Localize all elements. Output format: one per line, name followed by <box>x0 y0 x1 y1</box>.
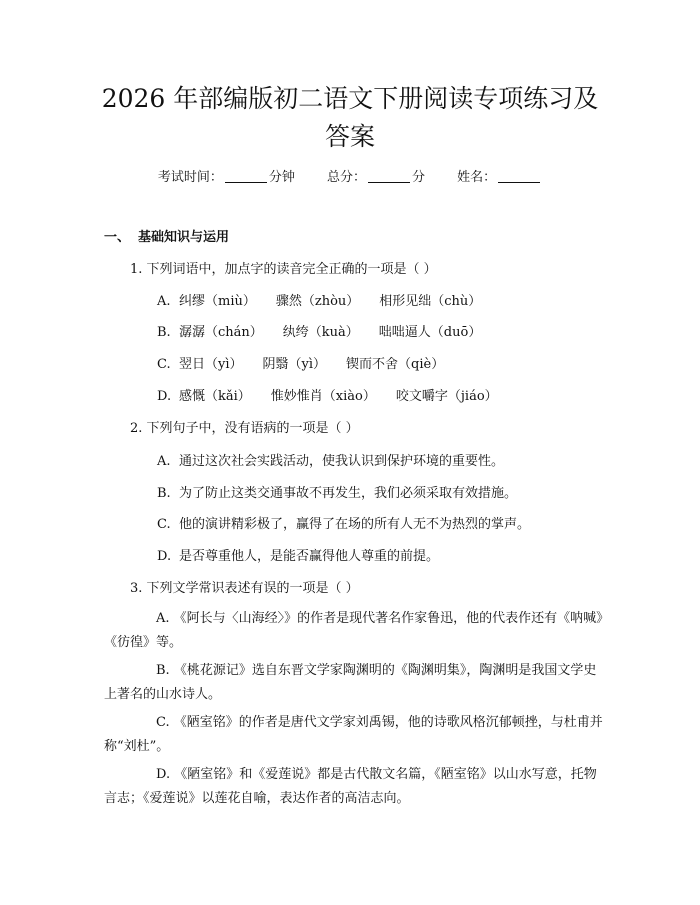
question-2-option-d <box>157 547 439 567</box>
question-3-option-b: B. 《桃花源记》选自东晋文学家陶渊明的《陶渊明集》，陶渊明是我国文学史上著名的山水诗人。 <box>104 663 597 702</box>
total-score-label: 总分： <box>326 170 366 185</box>
option-word: 阴翳（yì） <box>262 357 327 372</box>
question-2-option-b <box>157 484 517 504</box>
option-text: 为了防止这类交通事故不再发生，我们必须采取有效措施。 <box>179 486 518 501</box>
option-letter: C. <box>157 357 171 372</box>
option-letter: D. <box>157 389 172 404</box>
option-word: 惟妙惟肖（xiào） <box>270 389 376 404</box>
question-1-option-a <box>157 292 481 312</box>
question-1-option-b <box>157 323 481 343</box>
option-word: 骤然（zhòu） <box>275 294 360 309</box>
option-letter: A. <box>157 294 171 309</box>
option-text: 他的演讲精彩极了，赢得了在场的所有人无不为热烈的掌声。 <box>179 517 531 532</box>
option-letter: D. <box>157 549 172 564</box>
option-word: 纨绔（kuà） <box>282 325 359 340</box>
option-letter: B. <box>157 486 171 501</box>
option-text: 是否尊重他人，是能否赢得他人尊重的前提。 <box>179 549 440 564</box>
option-word: 锲而不舍（qiè） <box>346 357 445 372</box>
exam-time-label: 考试时间： <box>157 170 223 185</box>
question-2-option-a <box>157 452 504 472</box>
section-title: 基础知识与运用 <box>138 230 230 245</box>
option-word: 翌日（yì） <box>179 357 243 372</box>
option-word: 感慨（kǎi） <box>179 389 251 404</box>
student-name-blank <box>498 170 540 183</box>
option-letter: A. <box>157 454 171 469</box>
question-3-option-d: D. 《陋室铭》和《爱莲说》都是古代散文名篇，《陋室铭》以山水写意，托物言志；《爱莲说》以莲花自喻，表达作者的高洁志向。 <box>104 767 597 806</box>
document-title <box>60 80 640 156</box>
option-letter: B. <box>157 325 171 340</box>
option-word: 纠缪（miù） <box>179 294 256 309</box>
exam-time-unit: 分钟 <box>268 170 295 185</box>
question-3-stem: 3. 下列文学常识表述有误的一项是（ ） <box>130 581 359 596</box>
option-letter: C. <box>157 517 171 532</box>
question-3-option-a: A. 《阿长与〈山海经〉》的作者是现代著名作家鲁迅，他的代表作还有《呐喊》《彷徨》等。 <box>104 611 603 650</box>
option-word: 咬文嚼字（jiáo） <box>395 389 498 404</box>
option-word: 潺潺（chán） <box>179 325 263 340</box>
total-score-blank <box>368 170 410 183</box>
question-2-stem: 2. 下列句子中，没有语病的一项是（ ） <box>130 421 359 436</box>
option-word: 相形见绌（chù） <box>379 294 482 309</box>
option-word: 咄咄逼人（duō） <box>378 325 482 340</box>
question-1-stem: 1. 下列词语中，加点字的读音完全正确的一项是（ ） <box>130 262 437 277</box>
total-score-unit: 分 <box>412 170 426 185</box>
question-1-option-c <box>157 355 444 375</box>
section-heading <box>104 228 229 248</box>
exam-time-field <box>158 168 295 188</box>
question-3-option-c: C. 《陋室铭》的作者是唐代文学家刘禹锡，他的诗歌风格沉郁顿挫，与杜甫并称“刘杜”。 <box>104 715 603 754</box>
section-number: 一、 <box>104 230 131 245</box>
title-line-2: 答案 <box>324 122 375 151</box>
question-2-option-c <box>157 515 530 535</box>
student-name-field <box>457 168 542 188</box>
option-text: 通过这次社会实践活动，使我认识到保护环境的重要性。 <box>179 454 505 469</box>
total-score-field <box>327 168 425 188</box>
exam-time-blank <box>225 170 267 183</box>
student-name-label: 姓名： <box>457 170 497 185</box>
exam-info-line <box>0 168 700 188</box>
question-1-option-d <box>157 387 498 407</box>
title-line-1: 2026 年部编版初二语文下册阅读专项练习及 <box>101 84 599 113</box>
